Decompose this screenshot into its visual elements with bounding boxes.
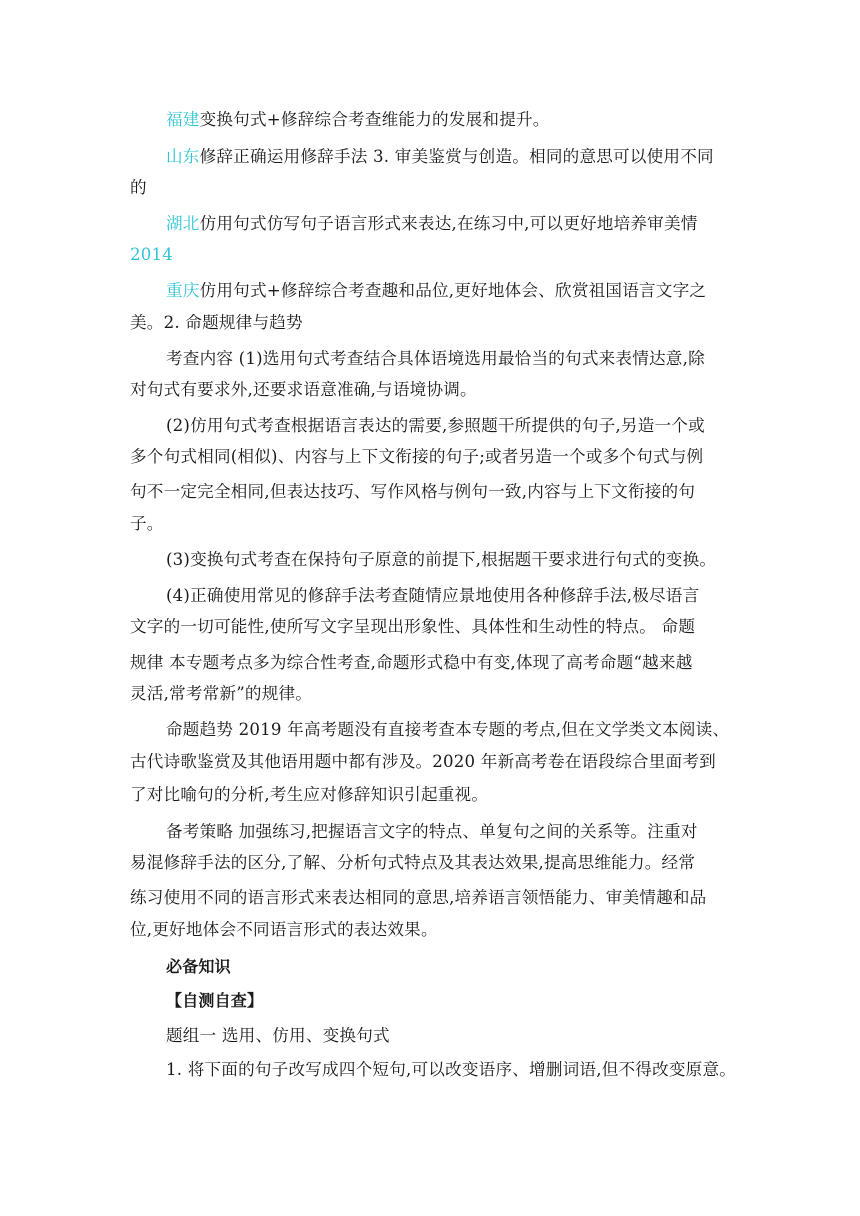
year-label: 2014	[130, 245, 174, 264]
group-title: 题组一 选用、仿用、变换句式	[166, 1026, 390, 1045]
paragraph-line: 句不一定完全相同,但表达技巧、写作风格与例句一致,内容与上下文衔接的句	[130, 482, 696, 501]
paragraph-line: 考查内容 (1)选用句式考查结合具体语境选用最恰当的句式来表情达意,除	[166, 349, 705, 368]
province-label: 山东	[166, 147, 200, 166]
paragraph-line: 命题趋势 2019 年高考题没有直接考查本专题的考点,但在文学类文本阅读、	[166, 720, 730, 739]
paragraph-line: (2)仿用句式考查根据语言表达的需要,参照题干所提供的句子,另造一个或	[166, 416, 705, 435]
table-row-fujian	[166, 110, 550, 130]
paragraph-line: 规律 本专题考点多为综合性考查,命题形式稳中有变,体现了高考命题“越来越	[130, 653, 693, 672]
question-1: 1. 将下面的句子改写成四个短句,可以改变语序、增删词语,但不得改变原意。	[166, 1060, 737, 1079]
paragraph-line: (4)正确使用常见的修辞手法考查随情应景地使用各种修辞手法,极尽语言	[166, 586, 700, 605]
paragraph-line: 对句式有要求外,还要求语意准确,与语境协调。	[130, 380, 477, 399]
paragraph-line: 备考策略 加强练习,把握语言文字的特点、单复句之间的关系等。注重对	[166, 822, 698, 841]
paragraph-line: 易混修辞手法的区分,了解、分析句式特点及其表达效果,提高思维能力。经常	[130, 853, 696, 872]
table-row-chongqing	[166, 281, 706, 301]
paragraph-line: 多个句式相同(相似)、内容与上下文衔接的句子;或者另造一个或多个句式与例	[130, 447, 704, 466]
province-label: 福建	[166, 110, 200, 129]
row-text: 仿用句式+修辞综合考查趣和品位,更好地体会、欣赏祖国语言文字之	[199, 281, 707, 300]
subsection-title: 【自测自查】	[166, 991, 264, 1010]
paragraph-line: (3)变换句式考查在保持句子原意的前提下,根据题干要求进行句式的变换。	[166, 550, 717, 569]
row-text: 修辞正确运用修辞手法 3. 审美鉴赏与创造。相同的意思可以使用不同	[199, 147, 714, 166]
paragraph-line: 灵活,常考常新”的规律。	[130, 684, 313, 703]
paragraph-line: 了对比喻句的分析,考生应对修辞知识引起重视。	[130, 785, 489, 804]
row-text: 变换句式+修辞综合考查维能力的发展和提升。	[199, 110, 550, 129]
section-title: 必备知识	[166, 957, 231, 976]
row-text: 仿用句式仿写句子语言形式来表达,在练习中,可以更好地培养审美情	[199, 214, 698, 233]
row-continuation: 的	[130, 178, 147, 197]
paragraph-line: 位,更好地体会不同语言形式的表达效果。	[130, 920, 438, 939]
paragraph-line: 子。	[130, 514, 164, 533]
paragraph-line: 文字的一切可能性,使所写文字呈现出形象性、具体性和生动性的特点。 命题	[130, 617, 696, 636]
province-label: 重庆	[166, 281, 200, 300]
paragraph-line: 古代诗歌鉴赏及其他语用题中都有涉及。2020 年新高考卷在语段综合里面考到	[130, 752, 716, 771]
province-label: 湖北	[166, 214, 200, 233]
table-row-shandong	[166, 147, 714, 167]
paragraph-line: 练习使用不同的语言形式来表达相同的意思,培养语言领悟能力、审美情趣和品	[130, 888, 707, 907]
table-row-hubei	[166, 214, 698, 234]
row-continuation: 美。2. 命题规律与趋势	[130, 313, 303, 332]
